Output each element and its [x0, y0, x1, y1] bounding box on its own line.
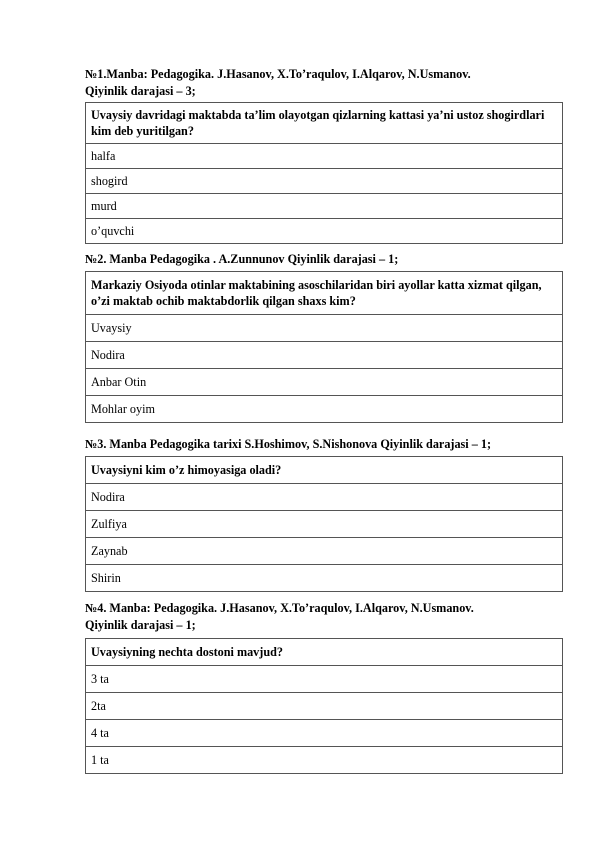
question-1-option-d: o’quvchi	[86, 219, 563, 244]
question-4-difficulty: Qiyinlik darajasi – 1;	[85, 618, 196, 632]
question-1-option-c: murd	[86, 194, 563, 219]
question-1-table	[85, 102, 563, 244]
question-1-difficulty: Qiyinlik darajasi – 3;	[85, 84, 196, 98]
question-2-source: №2. Manba Pedagogika . A.Zunnunov Qiyinlik darajasi – 1;	[85, 252, 399, 266]
question-2-option-a: Uvaysiy	[86, 315, 563, 342]
question-1-text: Uvaysiy davridagi maktabda ta’lim olayotgan qizlarning kattasi ya’ni ustoz shogirdlari kim deb yuritilgan?	[86, 103, 563, 144]
question-3-source: №3. Manba Pedagogika tarixi S.Hoshimov, S.Nishonova Qiyinlik darajasi – 1;	[85, 437, 492, 451]
question-4-header	[85, 600, 565, 634]
question-4-source: №4. Manba: Pedagogika. J.Hasanov, X.To’raqulov, I.Alqarov, N.Usmanov.	[85, 601, 474, 615]
question-4-option-d: 1 ta	[86, 747, 563, 774]
question-3-option-b: Zulfiya	[86, 511, 563, 538]
question-4-table	[85, 638, 563, 774]
question-4-text: Uvaysiyning nechta dostoni mavjud?	[86, 639, 563, 666]
question-3-table	[85, 456, 563, 592]
question-1-option-b: shogird	[86, 169, 563, 194]
question-3-option-a: Nodira	[86, 484, 563, 511]
question-3-option-d: Shirin	[86, 565, 563, 592]
question-2-header	[85, 251, 565, 268]
question-1-source: №1.Manba: Pedagogika. J.Hasanov, X.To’raqulov, I.Alqarov, N.Usmanov.	[85, 67, 471, 81]
question-2-option-b: Nodira	[86, 342, 563, 369]
question-3-header	[85, 436, 565, 453]
question-2-text: Markaziy Osiyoda otinlar maktabining asoschilaridan biri ayollar katta xizmat qilgan, o’zi maktab ochib maktabdorlik qilgan shaxs kim?	[86, 272, 563, 315]
question-1-header	[85, 66, 565, 100]
question-2-option-c: Anbar Otin	[86, 369, 563, 396]
question-2-option-d: Mohlar oyim	[86, 396, 563, 423]
question-1-option-a: halfa	[86, 144, 563, 169]
question-4-option-a: 3 ta	[86, 666, 563, 693]
question-2-table	[85, 271, 563, 423]
question-4-option-c: 4 ta	[86, 720, 563, 747]
question-3-option-c: Zaynab	[86, 538, 563, 565]
question-3-text: Uvaysiyni kim o’z himoyasiga oladi?	[86, 457, 563, 484]
question-4-option-b: 2ta	[86, 693, 563, 720]
